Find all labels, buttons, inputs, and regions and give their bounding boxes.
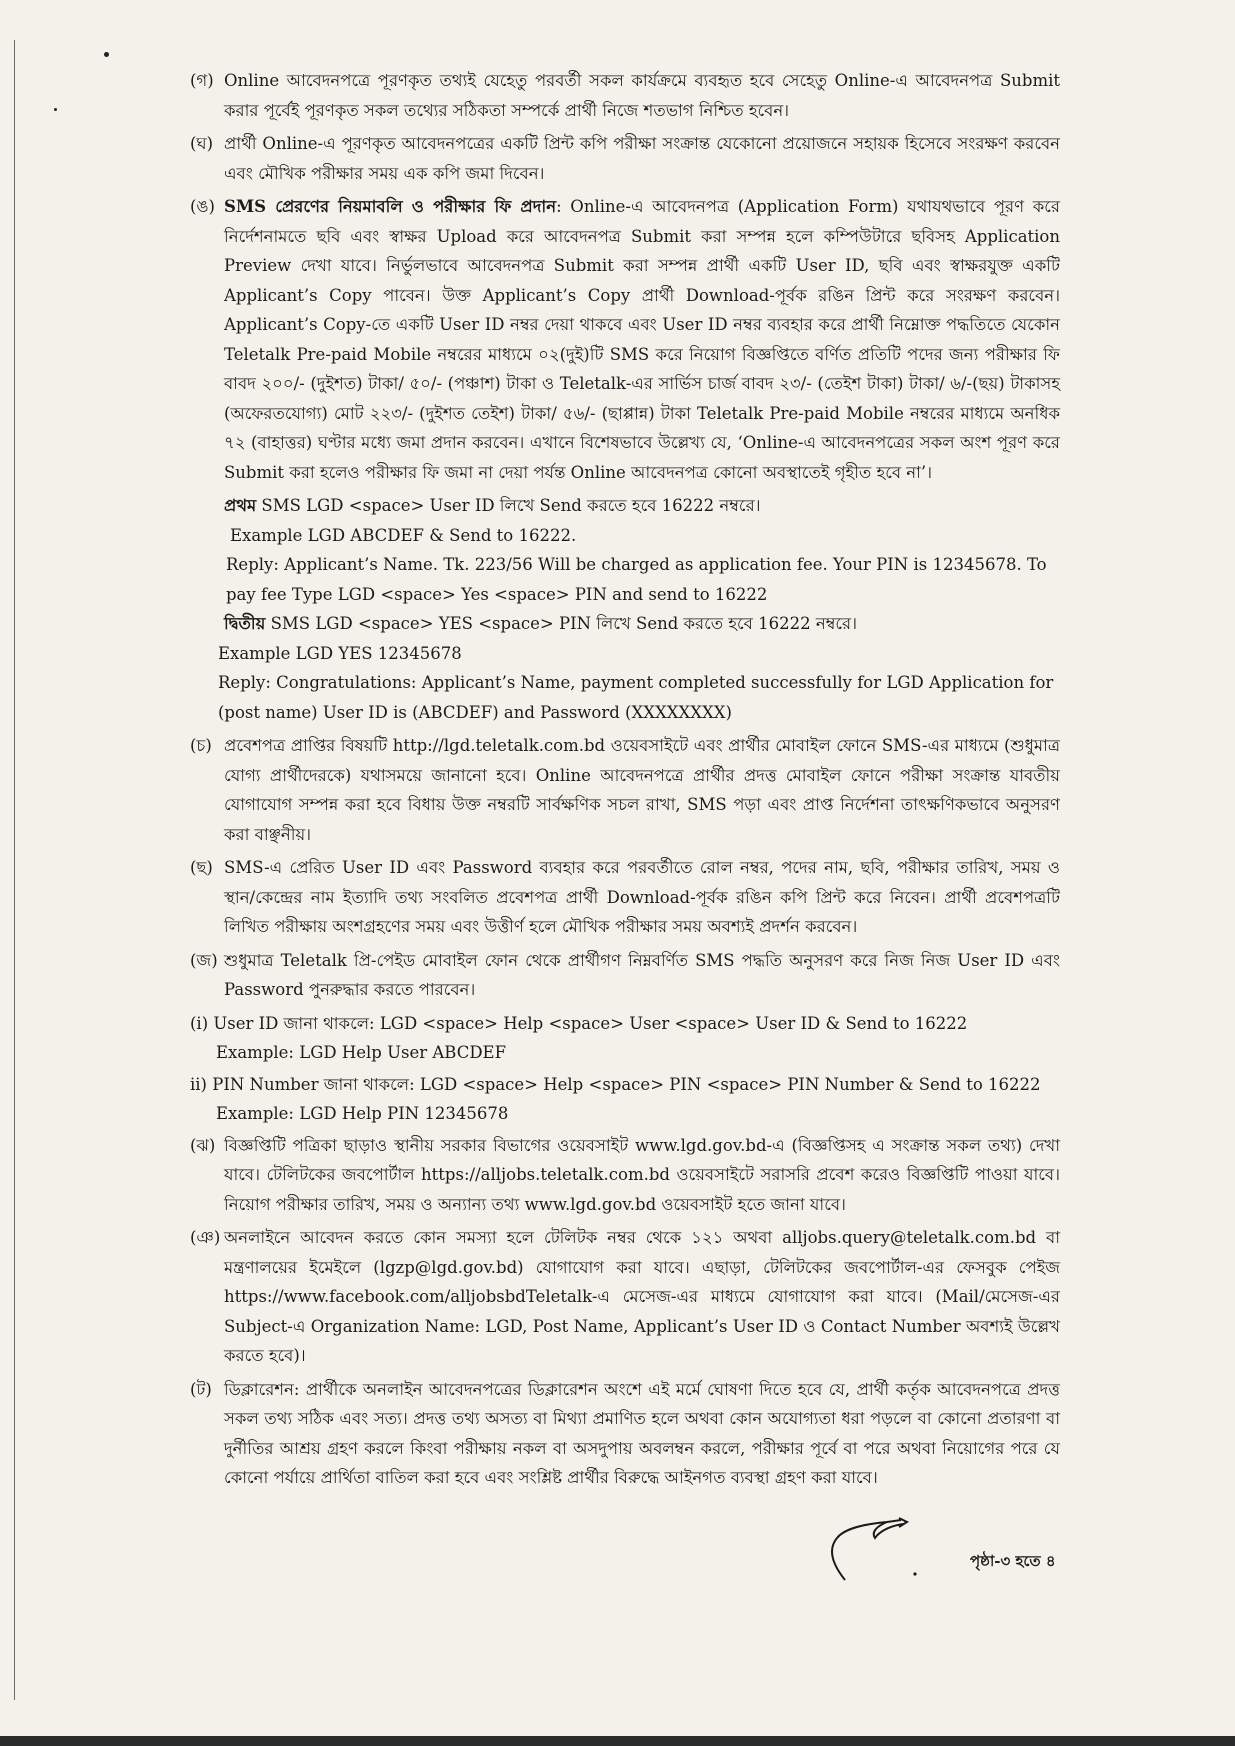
clause-text: শুধুমাত্র Teletalk প্রি-পেইড মোবাইল ফোন থেকে প্রার্থীগণ নিম্নবর্ণিত SMS পদ্ধতি অনুসরণ করে নিজ নিজ User ID এবং Password পুনরুদ্ধার করতে পারবেন। <box>224 950 1060 999</box>
clause-j <box>190 946 1060 1005</box>
clause-t <box>190 1375 1060 1493</box>
sms-step-first <box>190 491 1060 521</box>
sms-example: Example LGD YES 12345678 <box>218 643 462 663</box>
clause-ch <box>190 731 1060 849</box>
page-number: পৃষ্ঠা-৩ হতে ৪ <box>970 1552 1056 1570</box>
recovery-example: Example: LGD Help User ABCDEF <box>216 1043 507 1062</box>
sms-step-label: প্রথম <box>224 496 257 515</box>
clause-text: অনলাইনে আবেদন করতে কোন সমস্যা হলে টেলিটক নম্বর থেকে ১২১ অথবা alljobs.query@teletalk.com.bd বা মন্ত্রণালয়ের ইমেইলে (lgzp@lgd.gov.bd) যোগাযোগ করা যাবে। এছাড়া, টেলিটকের জবপোর্টাল-এর ফেসবুক পেইজ https://www.facebook.com/alljobsbdTeletalk-এ মেসেজ-এর মাধ্যমে যোগাযোগ করা যাবে। (Mail/মেসেজ-এর Subject-এ Organization Name: LGD, Post Name, Applicant’s User ID ও Contact Number অবশ্যই উল্লেখ করতে হবে)। <box>224 1228 1060 1365</box>
clause-label: (ট) <box>190 1379 212 1399</box>
clause-yo <box>190 1223 1060 1371</box>
clause-label: (জ) <box>190 950 218 970</box>
scan-bottom-edge <box>0 1736 1235 1746</box>
clause-jh <box>190 1131 1060 1220</box>
document-body <box>190 66 1060 1497</box>
clause-label: (ঝ) <box>190 1135 216 1155</box>
clause-text: ডিক্লারেশন: প্রার্থীকে অনলাইন আবেদনপত্রের ডিক্লারেশন অংশে এই মর্মে ঘোষণা দিতে হবে যে, প্রার্থী কর্তৃক আবেদনপত্রে প্রদত্ত সকল তথ্য সঠিক এবং সত্য। প্রদত্ত তথ্য অসত্য বা মিথ্যা প্রমাণিত হলে অথবা কোন অযোগ্যতা ধরা পড়লে বা কোনো প্রতারণা বা দুর্নীতির আশ্রয় গ্রহণ করলে কিংবা পরীক্ষায় নকল বা অসদুপায় অবলম্বন করলে, পরীক্ষার পূর্বে বা পরে অথবা নিয়োগের পরে যে কোনো পর্যায়ে প্রার্থিতা বাতিল করা হবে এবং সংশ্লিষ্ট প্রার্থীর বিরুদ্ধে আইনগত ব্যবস্থা গ্রহণ করা যাবে। <box>224 1379 1060 1487</box>
recovery-example: Example: LGD Help PIN 12345678 <box>216 1104 509 1123</box>
sms-example: Example LGD ABCDEF & Send to 16222. <box>230 525 577 545</box>
clause-heading: SMS প্রেরণের নিয়মাবলি ও পরীক্ষার ফি প্রদান <box>224 197 557 216</box>
clause-label: (ঞ) <box>190 1228 221 1247</box>
clause-text: SMS-এ প্রেরিত User ID এবং Password ব্যবহার করে পরবর্তীতে রোল নম্বর, পদের নাম, ছবি, পরীক্ষার তারিখ, সময় ও স্থান/কেন্দ্রের নাম ইত্যাদি তথ্য সংবলিত প্রবেশপত্র প্রার্থী Download-পূর্বক রঙিন কপি প্রিন্ট করে নিবেন। প্রার্থী প্রবেশপত্রটি লিখিত পরীক্ষায় অংশগ্রহণের সময় এবং উত্তীর্ণ হলে মৌখিক পরীক্ষার সময় অবশ্যই প্রদর্শন করবেন। <box>224 858 1060 936</box>
clause-text: বিজ্ঞপ্তিটি পত্রিকা ছাড়াও স্থানীয় সরকার বিভাগের ওয়েবসাইট www.lgd.gov.bd-এ (বিজ্ঞপ্তিসহ এ সংক্রান্ত সকল তথ্য) দেখা যাবে। টেলিটকের জবপোর্টাল https://alljobs.teletalk.com.bd ওয়েবসাইটে সরাসরি প্রবেশ করেও বিজ্ঞপ্তিটি পাওয়া যাবে। নিয়োগ পরীক্ষার তারিখ, সময় ও অন্যান্য তথ্য www.lgd.gov.bd ওয়েবসাইট হতে জানা যাবে। <box>224 1135 1060 1214</box>
clause-label: (ছ) <box>190 858 213 877</box>
clause-label: (ঙ) <box>190 197 215 216</box>
recovery-item: (i) User ID জানা থাকলে: LGD <space> Help <space> User <space> User ID & Send to 16222 <box>190 1013 968 1033</box>
clause-gh <box>190 129 1060 188</box>
scan-speck <box>54 108 57 111</box>
signature <box>815 1510 935 1590</box>
scan-speck <box>104 52 109 57</box>
clause-text: প্রবেশপত্র প্রাপ্তির বিষয়টি http://lgd.teletalk.com.bd ওয়েবসাইটে এবং প্রার্থীর মোবাইল ফোনে SMS-এর মাধ্যমে (শুধুমাত্র যোগ্য প্রার্থীদেরকে) যথাসময়ে জানানো হবে। Online আবেদনপত্রে প্রার্থীর প্রদত্ত মোবাইল ফোনে পরীক্ষা সংক্রান্ত যাবতীয় যোগাযোগ সম্পন্ন করা হবে বিধায় উক্ত নম্বরটি সার্বক্ষণিক সচল রাখা, SMS পড়া এবং প্রাপ্ত নির্দেশনা তাৎক্ষণিকভাবে অনুসরণ করা বাঞ্ছনীয়। <box>224 736 1060 844</box>
clause-g <box>190 66 1060 125</box>
clause-text: : Online-এ আবেদনপত্র (Application Form) যথাযথভাবে পূরণ করে নির্দেশনামতে ছবি এবং স্বাক্ষর Upload করে আবেদনপত্র Submit করা সম্পন্ন হলে কম্পিউটারে ছবিসহ Application Preview দেখা যাবে। নির্ভুলভাবে আবেদনপত্র Submit করা সম্পন্ন প্রার্থী একটি User ID, ছবি এবং স্বাক্ষরযুক্ত একটি Applicant’s Copy পাবেন। উক্ত Applicant’s Copy প্রার্থী Download-পূর্বক রঙিন প্রিন্ট করে সংরক্ষণ করবেন। Applicant’s Copy-তে একটি User ID নম্বর দেয়া থাকবে এবং User ID নম্বর ব্যবহার করে প্রার্থী নিম্নোক্ত পদ্ধতিতে যেকোন Teletalk Pre-paid Mobile নম্বরের মাধ্যমে ০২(দুই)টি SMS করে নিয়োগ বিজ্ঞপ্তিতে বর্ণিত প্রতিটি পদের জন্য পরীক্ষার ফি বাবদ ২০০/- (দুইশত) টাকা/ ৫০/- (পঞ্চাশ) টাকা ও Teletalk-এর সার্ভিস চার্জ বাবদ ২৩/- (তেইশ টাকা) টাকা/ ৬/-(ছয়) টাকাসহ (অফেরতযোগ্য) মোট ২২৩/- (দুইশত তেইশ) টাকা/ ৫৬/- (ছাপ্পান্ন) টাকা Teletalk Pre-paid Mobile নম্বরের মাধ্যমে অনধিক ৭২ (বাহাত্তর) ঘণ্টার মধ্যে জমা প্রদান করবেন। এখানে বিশেষভাবে উল্লেখ্য যে, ‘Online-এ আবেদনপত্রের সকল অংশ পূরণ করে Submit করা হলেও পরীক্ষার ফি জমা না দেয়া পর্যন্ত Online আবেদনপত্র কোনো অবস্থাতেই গৃহীত হবে না’। <box>224 197 1060 482</box>
clause-label: (চ) <box>190 736 212 755</box>
clause-ng <box>190 192 1060 487</box>
clause-label: (গ) <box>190 71 214 90</box>
clause-chh <box>190 853 1060 942</box>
sms-step-label: দ্বিতীয় <box>224 614 266 633</box>
clause-label: (ঘ) <box>190 134 214 153</box>
scan-edge-line <box>14 40 15 1700</box>
signature-mark <box>815 1510 935 1590</box>
sms-step-second <box>190 609 1060 639</box>
clause-text: Online আবেদনপত্রে পূরণকৃত তথ্যই যেহেতু পরবর্তী সকল কার্যক্রমে ব্যবহৃত হবে সেহেতু Online-এ আবেদনপত্র Submit করার পূর্বেই পূরণকৃত সকল তথ্যের সঠিকতা সম্পর্কে প্রার্থী নিজে শতভাগ নিশ্চিত হবেন। <box>224 71 1060 120</box>
sms-reply: Reply: Congratulations: Applicant’s Name, payment completed successfully for LGD Application for (post name) User ID is (ABCDEF) and Password (XXXXXXXX) <box>218 673 1054 722</box>
sms-reply: Reply: Applicant’s Name. Tk. 223/56 Will be charged as application fee. Your PIN is 12345678. To pay fee Type LGD <space> Yes <space> PIN and send to 16222 <box>226 555 1047 604</box>
clause-text: প্রার্থী Online-এ পূরণকৃত আবেদনপত্রের একটি প্রিন্ট কপি পরীক্ষা সংক্রান্ত যেকোনো প্রয়োজনে সহায়ক হিসেবে সংরক্ষণ করবেন এবং মৌখিক পরীক্ষার সময় এক কপি জমা দিবেন। <box>224 134 1060 183</box>
sms-step-text: SMS LGD <space> User ID লিখে Send করতে হবে 16222 নম্বরে। <box>256 496 761 515</box>
recovery-item: ii) PIN Number জানা থাকলে: LGD <space> Help <space> PIN <space> PIN Number & Send to 16222 <box>190 1074 1041 1094</box>
sms-step-text: SMS LGD <space> YES <space> PIN লিখে Send করতে হবে 16222 নম্বরে। <box>265 614 858 633</box>
